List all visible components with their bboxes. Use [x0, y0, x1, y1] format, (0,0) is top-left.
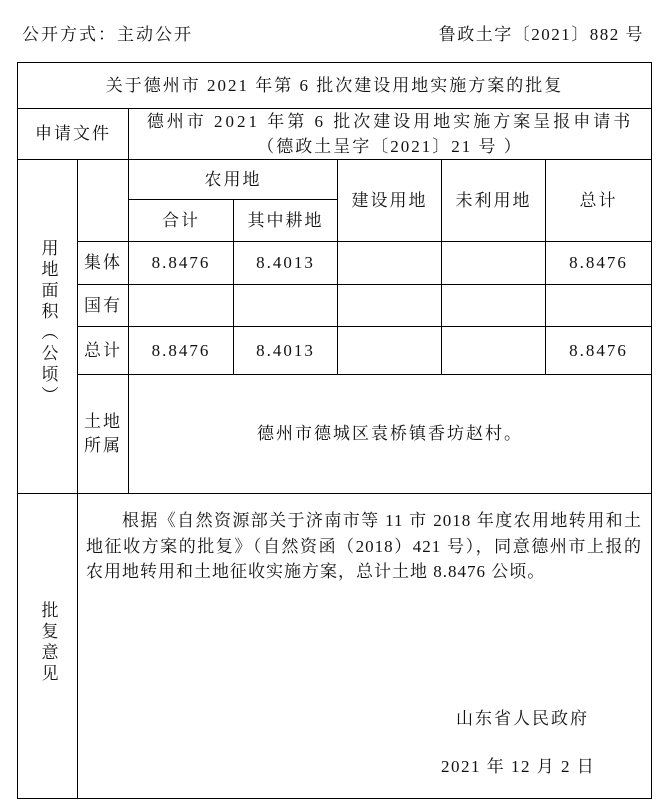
col-total: 总计: [546, 160, 652, 242]
cell-subtotal: 8.8476: [129, 242, 234, 285]
row-label-state-owned: 国有: [78, 285, 129, 327]
empty-cell: [234, 285, 338, 327]
empty-cell: [338, 285, 442, 327]
cell-subtotal: 8.8476: [129, 327, 234, 375]
cell-total: 8.8476: [546, 242, 652, 285]
cell-total: 8.8476: [546, 327, 652, 375]
issue-date: 2021 年 12 月 2 日: [441, 757, 596, 776]
empty-cell: [338, 242, 442, 285]
approval-label-cell: [18, 494, 78, 799]
row-label-collective: 集体: [78, 242, 129, 285]
approval-table: [17, 62, 652, 799]
empty-cell: [442, 327, 546, 375]
issuer: 山东省人民政府: [456, 709, 589, 728]
ownership-label: 土地所属: [84, 412, 122, 455]
land-area-label-cell: [18, 160, 78, 494]
ownership-label-cell: [78, 375, 129, 494]
empty-cell: [442, 285, 546, 327]
table-row: [18, 327, 652, 375]
row-label-total: 总计: [78, 327, 129, 375]
approval-text: 根据《自然资源部关于济南市等 11 市 2018 年度农用地转用和土地征收方案的批复》（自然资函（2018）421 号），同意德州市上报的农用地转用和土地征收实施方案，总计土地 8.8476 公顷。: [86, 511, 642, 581]
application-doc-title: 德州市 2021 年第 6 批次建设用地实施方案呈报申请书: [146, 112, 634, 131]
ownership-value: 德州市德城区袁桥镇香坊赵村。: [129, 375, 652, 494]
application-document: [129, 109, 652, 160]
cell-cultivated: 8.4013: [234, 327, 338, 375]
land-area-label: 用地面积（公顷）: [38, 239, 58, 407]
col-agricultural: 农用地: [129, 160, 338, 200]
approval-label: 批复意见: [38, 600, 58, 685]
application-label: 申请文件: [18, 109, 129, 160]
table-row: [18, 242, 652, 285]
empty-cell: [129, 285, 234, 327]
col-cultivated: 其中耕地: [234, 200, 338, 242]
table-row: [18, 285, 652, 327]
empty-cell: [338, 327, 442, 375]
empty-header-cell: [78, 160, 129, 242]
document-title: 关于德州市 2021 年第 6 批次建设用地实施方案的批复: [18, 63, 652, 109]
disclosure-method: 公开方式：主动公开: [22, 25, 193, 44]
approval-body: [78, 494, 652, 799]
empty-cell: [546, 285, 652, 327]
cell-cultivated: 8.4013: [234, 242, 338, 285]
col-unused: 未利用地: [442, 160, 546, 242]
document-number: 鲁政土字〔2021〕882 号: [438, 25, 644, 44]
col-construction: 建设用地: [338, 160, 442, 242]
col-subtotal: 合计: [129, 200, 234, 242]
application-doc-number: （德政土呈字〔2021〕21 号 ）: [257, 137, 523, 156]
empty-cell: [442, 242, 546, 285]
